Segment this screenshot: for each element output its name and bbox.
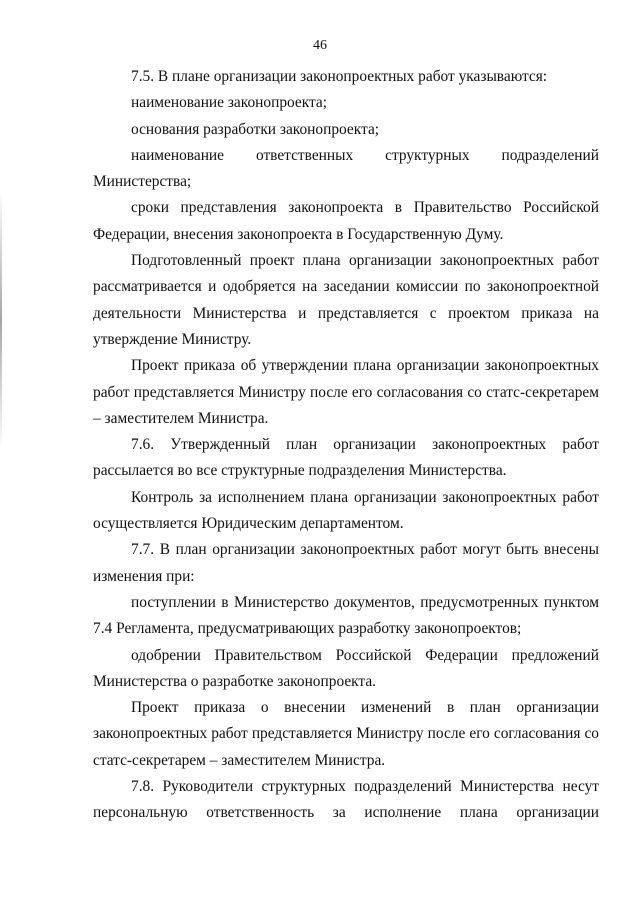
paragraph: Проект приказа о внесении изменений в план организации законопроектных работ представляется Министру после его согласования со статс-секретарем – заместителем Министра.: [93, 699, 599, 769]
scan-edge-shadow: [0, 190, 2, 450]
paragraph: Контроль за исполнением плана организации законопроектных работ осуществляется Юридическим департаментом.: [93, 488, 599, 533]
document-body: [93, 64, 599, 827]
paragraph: наименование законопроекта;: [131, 94, 328, 112]
paragraph: 7.7. В план организации законопроектных работ могут быть внесены изменения при:: [93, 541, 599, 585]
paragraph: основания разработки законопроекта;: [131, 120, 380, 138]
paragraph: 7.5. В плане организации законопроектных работ указываются:: [131, 68, 548, 85]
paragraph: 7.8. Руководители структурных подразделений Министерства несут персональную ответственность за исполнение плана организации: [93, 778, 599, 822]
paragraph: Проект приказа об утверждении плана организации законопроектных работ представляется Министру после его согласования со статс-секретарем – заместителем Министра.: [93, 357, 599, 427]
paragraph: 7.6. Утвержденный план организации законопроектных работ рассылается во все структурные подразделения Министерства.: [93, 436, 599, 480]
paragraph: одобрении Правительством Российской Федерации предложений Министерства о разработке законопроекта.: [93, 646, 599, 690]
paragraph: Подготовленный проект плана организации законопроектных работ рассматривается и одобряется на заседании комиссии по законопроектной деятельности Министерства и представляется с проектом приказа на утверждение Министру.: [93, 252, 599, 348]
paragraph: поступлении в Министерство документов, предусмотренных пунктом 7.4 Регламента, предусматривающих разработку законопроектов;: [93, 593, 599, 638]
paragraph: наименование ответственных структурных подразделений Министерства;: [93, 146, 599, 191]
paragraph: сроки представления законопроекта в Правительство Российской Федерации, внесения законопроекта в Государственную Думу.: [93, 199, 599, 243]
page-number: 46: [313, 38, 327, 53]
